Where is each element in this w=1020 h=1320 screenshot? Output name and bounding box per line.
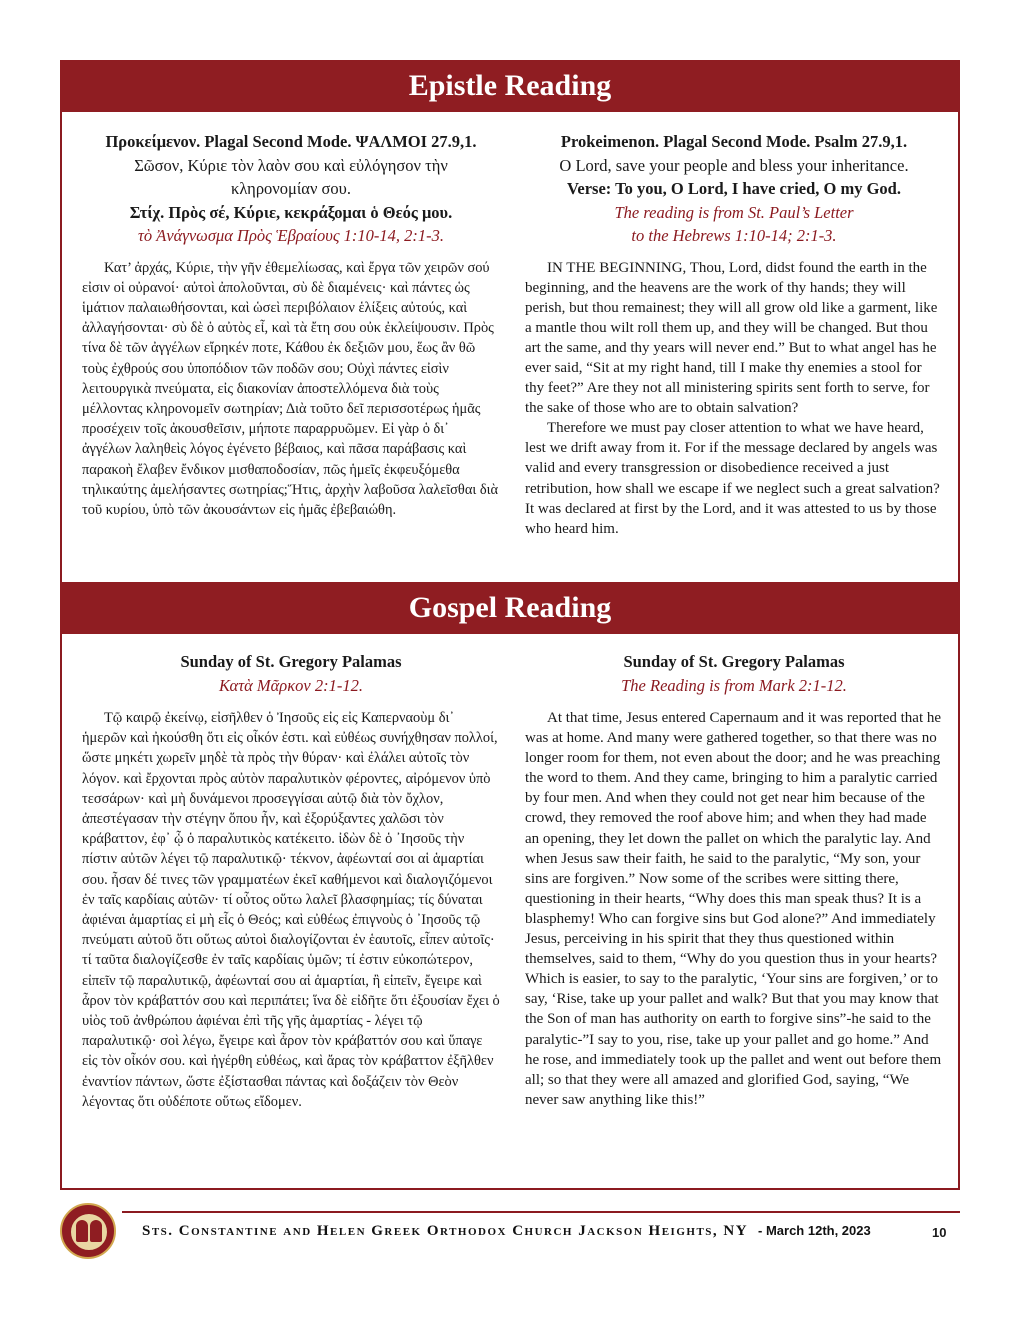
gospel-title: Gospel Reading [408, 591, 612, 624]
footer-divider [122, 1211, 960, 1213]
page-footer [60, 1203, 960, 1263]
gospel-english-paragraph: At that time, Jesus entered Capernaum and it was reported that he was at home. And many were gathered together, so that there was no longer room for them, not even about the door; and he was preaching the word to them. And they came, bringing to him a paralytic carried by four men. And when they could not get near him because of the crowd, they removed the roof above him; and when they had made an opening, they let down the pallet on which the paralytic lay. And when Jesus saw their faith, he said to the paralytic, “My son, your sins are forgiven.” Now some of the scribes were sitting there, questioning in their hearts, “Why does this man speak thus? It is a blasphemy! Who can forgive sins but God alone?” And immediately Jesus, perceiving in his spirit that they thus questioned within themselves, said to them, “Why do you question thus in your hearts? Which is easier, to say to the paralytic, ‘Your sins are forgiven,’ or to say, ‘Rise, take up your pallet and walk? But that you may know that the Son of man has authority on earth to forgive sins”-he said to the paralytic-”I say to you, rise, take up your pallet and go home.” And he rose, and immediately took up the pallet and went out before them all; so that they were all amazed and glorified God, saying, “We never saw anything like this!” [525, 710, 942, 1108]
church-name: Sts. Constantine and Helen Greek Orthodox Church Jackson Heights, NY [142, 1223, 748, 1239]
epistle-greek-reading-ref: τὸ Ἀνάγνωσμα Πρὸς Ἑβραίους 1:10-14, 2:1-3. [138, 226, 444, 245]
gospel-greek-reading-ref: Κατὰ Μᾶρκον 2:1-12. [219, 675, 363, 695]
epistle-english-header [525, 130, 943, 248]
gospel-greek-column [82, 650, 500, 1112]
gospel-english-reading-ref: The Reading is from Mark 2:1-12. [621, 675, 847, 695]
gospel-english-text [525, 708, 943, 1110]
gospel-greek-header [82, 650, 500, 697]
gospel-greek-paragraph: Τῷ καιρῷ ἐκείνῳ, εἰσῆλθεν ὁ Ἰησοῦς εἰς εἰς Καπερναοὺμ δι᾽ ἡμερῶν καὶ ἠκούσθη ὅτι εἰς οἶκόν ἐστι. καὶ εὐθέως συνήχθησαν πολλοί, ὥστε μηκέτι χωρεῖν μηδὲ τὰ πρὸς τὴν θύραν· καὶ ἐλάλει αὐτοῖς τὸν λόγον. καὶ ἔρχονται πρὸς αὐτὸν παραλυτικὸν φέροντες, αἰρόμενον ὑπὸ τεσσάρων· καὶ μὴ δυνάμενοι προσεγγίσαι αὐτῷ διὰ τὸν ὄχλον, ἀπεστέγασαν τὴν στέγην ὅπου ἦν, καὶ ἐξορύξαντες χαλῶσι τὸν κράβαττον, ἐφ᾽ ᾧ ὁ παραλυτικὸς κατέκειτο. ἰδὼν δὲ ὁ ᾿Ιησοῦς τὴν πίστιν αὐτῶν λέγει τῷ παραλυτικῷ· τέκνον, ἀφέωνταί σοι αἱ ἁμαρτίαι σου. ἦσαν δέ τινες τῶν γραμματέων ἐκεῖ καθήμενοι καὶ διαλογιζόμενοι ἐν ταῖς καρδίαις αὐτῶν· τί οὗτος οὕτω λαλεῖ βλασφημίας; τίς δύναται ἀφιέναι ἁμαρτίας εἰ μὴ εἷς ὁ Θεός; καὶ εὐθέως ἐπιγνοὺς ὁ ᾿Ιησοῦς τῷ πνεύματι αὐτοῦ ὅτι οὕτως αὐτοὶ διαλογίζονται ἐν ἑαυτοῖς, εἶπεν αὐτοῖς· τί ταῦτα διαλογίζεσθε ἐν ταῖς καρδίαις ὑμῶν; τί ἐστιν εὐκοπώτερον, εἰπεῖν τῷ παραλυτικῷ, ἀφέωνταί σου αἱ ἁμαρτίαι, ἢ εἰπεῖν, ἔγειρε καὶ ἆρον τὸν κράβαττόν σου καὶ περιπάτει; ἵνα δὲ εἰδῆτε ὅτι ἐξουσίαν ἔχει ὁ υἱὸς τοῦ ἀνθρώπου ἀφιέναι ἐπὶ τῆς γῆς ἁμαρτίας - λέγει τῷ παραλυτικῷ· σοὶ λέγω, ἔγειρε καὶ ἆρον τὸν κράβαττόν σου καὶ ὕπαγε εἰς τὸν οἶκόν σου. καὶ ἠγέρθη εὐθέως, καὶ ἄρας τὸν κράβαττον ἐξῆλθεν ἐναντίον πάντων, ὥστε ἐξίστασθαι πάντας καὶ δοξάζειν τὸν Θεὸν λέγοντας ὅτι οὐδέποτε οὕτως εἴδομεν. [82, 710, 500, 1110]
epistle-greek-column [82, 130, 500, 520]
epistle-english-paragraph-1: IN THE BEGINNING, Thou, Lord, didst found the earth in the beginning, and the heavens are the work of thy hands; they will perish, but thou remainest; they will all grow old like a garment, like a mantle thou wilt roll them up, and they will be changed. But thou art the same, and thy years will never end.” But to what angel has he ever said, “Sit at my right hand, till I make thy enemies a stool for thy feet?” Are they not all ministering spirits sent forth to serve, for the sake of those who are to obtain salvation? [525, 259, 938, 417]
epistle-english-reading-ref-2: to the Hebrews 1:10-14; 2:1-3. [631, 226, 837, 245]
prokeimenon-english-line1: O Lord, save your people and bless your inheritance. [559, 155, 909, 175]
gospel-greek-text [82, 708, 500, 1112]
footer-church-name [142, 1223, 871, 1240]
epistle-greek-text [82, 258, 500, 521]
gospel-english-column [525, 650, 943, 1110]
gospel-english-header [525, 650, 943, 697]
prokeimenon-greek-line2: κληρονομίαν σου. [231, 179, 351, 198]
gospel-banner [60, 582, 960, 634]
epistle-english-paragraph-2: Therefore we must pay closer attention to what we have heard, lest we drift away from it. For if the message declared by angels was valid and every transgression or disobedience received a just retribution, how shall we escape if we neglect such a great salvation? It was declared at first by the Lord, and it was attested to us by those who heard him. [525, 420, 940, 537]
page-number: 10 [932, 1225, 947, 1240]
prokeimenon-greek-heading: Προκείμενον. Plagal Second Mode. ΨΑΛΜΟΙ 27.9,1. [105, 132, 477, 151]
footer-date: - March 12th, 2023 [758, 1223, 871, 1238]
gospel-greek-heading: Sunday of St. Gregory Palamas [180, 652, 402, 671]
gospel-english-heading: Sunday of St. Gregory Palamas [623, 652, 845, 671]
epistle-english-reading-ref-1: The reading is from St. Paul’s Letter [614, 202, 854, 222]
prokeimenon-greek-verse: Στίχ. Πρὸς σέ, Κύριε, κεκράξομαι ὁ Θεός μου. [129, 202, 453, 222]
epistle-title: Epistle Reading [408, 69, 612, 102]
epistle-english-text [525, 258, 943, 539]
epistle-greek-header [82, 130, 500, 248]
prokeimenon-greek-line1: Σῶσον, Κύριε τὸν λαὸν σου καὶ εὐλόγησον τὴν [134, 155, 448, 175]
epistle-banner [60, 60, 960, 112]
epistle-greek-paragraph: Κατ’ ἀρχάς, Κύριε, τὴν γῆν ἐθεμελίωσας, καὶ ἔργα τῶν χειρῶν σού εἰσιν οἱ οὐρανοί· αὐτοὶ ἀπολοῦνται, σὺ δὲ διαμένεις· καὶ πάντες ὡς ἱμάτιον παλαιωθήσονται, καὶ ὡσεὶ περιβόλαιον ἑλίξεις αὐτούς, καὶ ἀλλαγήσονται· σὺ δὲ ὁ αὐτὸς εἶ, καὶ τὰ ἔτη σου οὐκ ἐκλείψουσιν. Πρὸς τίνα δὲ τῶν ἀγγέλων εἴρηκέν ποτε, Κάθου ἐκ δεξιῶν μου, ἕως ἂν θῶ τοὺς ἐχθρούς σου ὑποπόδιον τῶν ποδῶν σου; Οὐχὶ πάντες εἰσὶν λειτουργικὰ πνεύματα, εἰς διακονίαν ἀποστελλόμενα διὰ τοὺς μέλλοντας κληρονομεῖν σωτηρίαν; Διὰ τοῦτο δεῖ περισσοτέρως ἡμᾶς προσέχειν τοῖς ἀκουσθεῖσιν, μήποτε παραρρυῶμεν. Εἰ γὰρ ὁ δι᾽ ἀγγέλων λαληθεὶς λόγος ἐγένετο βέβαιος, καὶ πᾶσα παράβασις καὶ παρακοὴ ἔλαβεν ἔνδικον μισθαποδοσίαν, πῶς ἡμεῖς ἐκφευξόμεθα τηλικαύτης ἀμελήσαντες σωτηρίας;Ἥτις, ἀρχὴν λαβοῦσα λαλεῖσθαι διὰ τοῦ κυρίου, ὑπὸ τῶν ἀκουσάντων εἰς ἡμᾶς ἐβεβαιώθη. [82, 259, 499, 518]
epistle-english-column [525, 130, 943, 539]
prokeimenon-english-verse: Verse: To you, O Lord, I have cried, O my God. [567, 179, 901, 198]
church-seal-icon [60, 1203, 116, 1259]
prokeimenon-english-heading: Prokeimenon. Plagal Second Mode. Psalm 27.9,1. [560, 132, 908, 151]
